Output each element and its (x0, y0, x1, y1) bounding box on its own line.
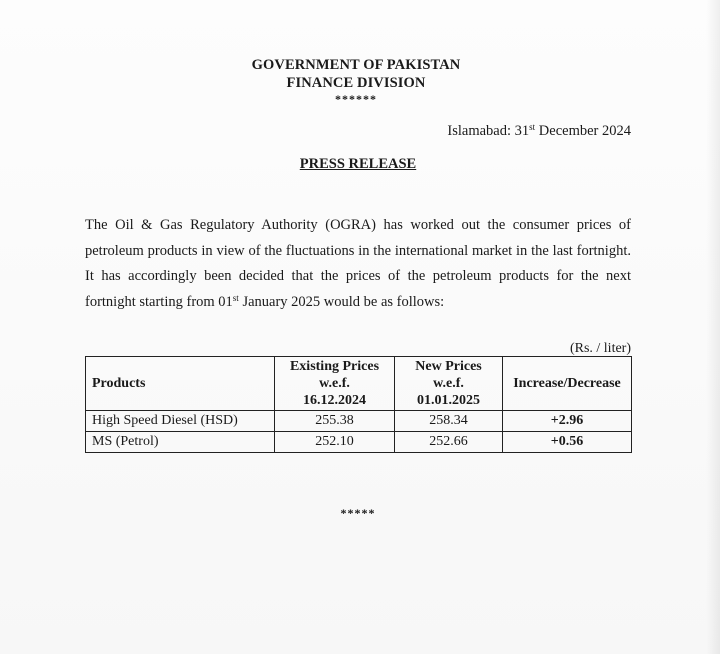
header-separator-stars: ****** (335, 92, 377, 106)
header-existing-line1: Existing Prices (289, 359, 380, 374)
place-date-prefix: Islamabad: 31 (447, 123, 530, 139)
footer-separator-stars: ***** (340, 506, 376, 520)
body-paragraph-ordinal: st (232, 292, 239, 303)
body-paragraph-part2: January 2025 would be as follows: (238, 293, 445, 310)
header-new-line2: w.e.f. (433, 376, 464, 391)
header-existing-line2: w.e.f. (319, 376, 350, 391)
header-new-prices (395, 357, 503, 411)
government-heading: GOVERNMENT OF PAKISTAN (251, 57, 461, 73)
cell-change: +2.96 (503, 411, 632, 432)
place-date-line (447, 123, 631, 140)
press-release-title: PRESS RELEASE (299, 156, 417, 172)
cell-product: High Speed Diesel (HSD) (86, 411, 275, 432)
header-products: Products (86, 357, 275, 411)
table-header-row (86, 357, 632, 411)
body-paragraph-part1: The Oil & Gas Regulatory Authority (OGRA) has worked out the consumer prices of petroleum products in view of the fluctuations in the international market in the last fortnight. It has accordingly been decided that the prices of the petroleum products for the next fortnight starting from 01 (85, 217, 631, 310)
press-release-title-wrap (0, 156, 716, 173)
cell-new-price: 258.34 (395, 411, 503, 432)
cell-new-price: 252.66 (395, 432, 503, 453)
cell-existing-price: 252.10 (275, 432, 395, 453)
header-new-line3: 01.01.2025 (417, 393, 480, 408)
header-existing-line3: 16.12.2024 (303, 393, 366, 408)
cell-product: MS (Petrol) (86, 432, 275, 453)
unit-note: (Rs. / liter) (569, 341, 631, 356)
table-row (86, 411, 632, 432)
division-heading: FINANCE DIVISION (286, 75, 426, 91)
place-date-ordinal: st (529, 122, 536, 132)
header-existing-prices (275, 357, 395, 411)
cell-existing-price: 255.38 (275, 411, 395, 432)
body-paragraph (85, 213, 631, 315)
header-increase-decrease: Increase/Decrease (503, 357, 632, 411)
table-row (86, 432, 632, 453)
price-table (85, 356, 632, 453)
header-new-line1: New Prices (415, 359, 482, 374)
place-date-suffix: December 2024 (535, 123, 631, 139)
cell-change: +0.56 (503, 432, 632, 453)
